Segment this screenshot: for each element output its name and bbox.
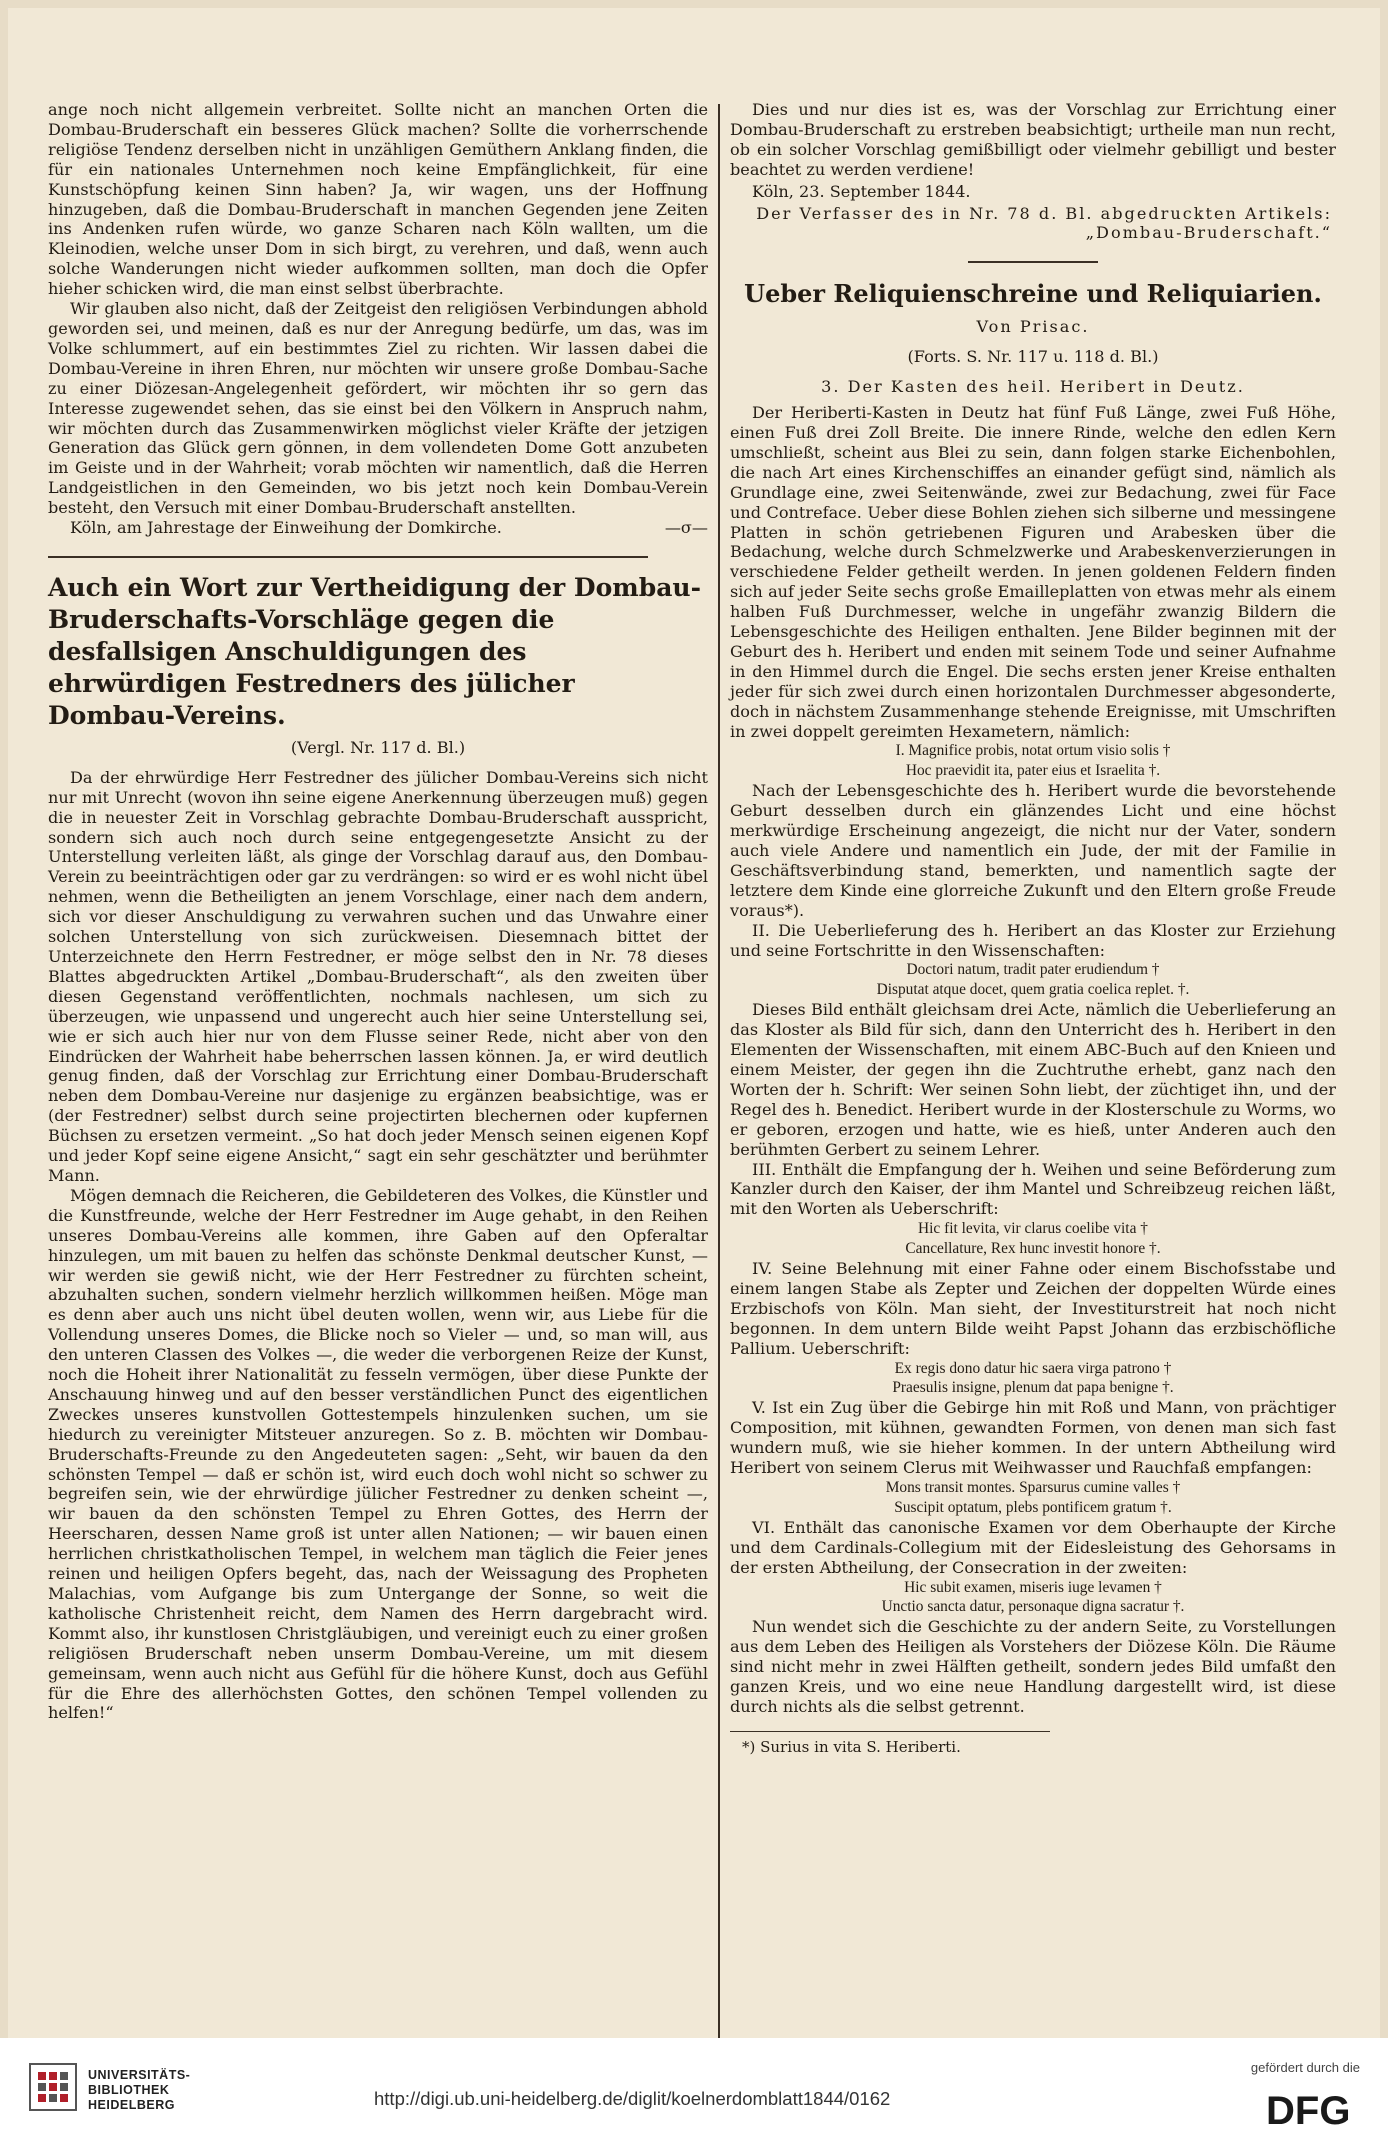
- article-title: Ueber Reliquienschreine und Reliquiarien.: [744, 279, 1322, 309]
- latin-verse: Unctio sancta datur, personaque digna sacratur †.: [881, 1598, 1185, 1616]
- left-paragraph-3: Da der ehrwürdige Herr Festredner des jülicher Dombau-Vereins sich nicht nur mit Unrecht (wovon ihn seine eigene Anerkennung überzeugen muß) gegen die in neuester Zeit in Vorschlag gebrachte Dombau-Bruderschaft ausspricht, sondern sich auch noch durch seine entgegengesetzte Ansicht zu der Unterstellung verleiten läßt, als ginge der Vorschlag darauf aus, den Dombau-Verein zu beeinträchtigen oder gar zu verdrängen: so wird er es wohl nicht übel nehmen, wenn die Betheiligten an jenem Vorschlage, einer nach dem andern, sich vor dieser Anschuldigung zu verwahren suchen und das Unwahre einer solchen Unterstellung von sich zurückweisen. Diesemnach bittet der Unterzeichnete den Herrn Festredner, er möge selbst den in Nr. 78 dieses Blattes abgedruckten Artikel „Dombau-Bruderschaft“, als den zweiten über diesen Gegenstand veröffentlichten, nochmals nachlesen, um sich zu überzeugen, wie unpassend und ungerecht auch hier seine Unterstellung sei, wie er sich auch hier nur von dem Flusse seiner Rede, nicht aber von den Eindrücken der Wahrheit habe beherrschen lassen können. Ja, er wird deutlich genug finden, daß der Vorschlag zur Errichtung einer Dombau-Bruderschaft neben dem Dombau-Vereine nur dasjenige zu ergänzen beabsichtige, was er (der Festredner) selbst durch seine projectirten blechernen oder kupfernen Büchsen zu ersetzen vermeint. „So hat doch jeder Mensch seinen eigenen Kopf und jeder Kopf seine eigene Ansicht,“ sagt ein sehr geschätzter und berühmter Mann.: [48, 767, 708, 1185]
- left-paragraph-4: Mögen demnach die Reicheren, die Gebildeteren des Volkes, die Künstler und die Kunstfreunde, welche der Herr Festredner im Auge gehabt, in den Reihen unseres Dombau-Vereins alle kommen, ihre Gaben auf den Opferaltar hinzulegen, um mit bauen zu helfen das schönste Denkmal deutscher Kunst, — wir werden sie gewiß nicht, wie der Herr Festredner zu fürchten scheint, abzuhalten suchen, sondern vielmehr herzlich willkommen heißen. Möge man es denn aber auch uns nicht übel deuten wollen, wenn wir, aus Liebe für die Vollendung unseres Domes, die Blicke noch so Vieler — und, so man will, aus den unteren Classen des Volkes —, die weder die verborgenen Reize der Kunst, noch die Hoheit ihrer Nationalität zu fesseln vermögen, über diese Punkte der Anschauung hinweg und auf den besser verständlichen Punct des eigentlichen Zweckes unseres kunstvollen Gottestempels hinzulenken suchen, um sie hiedurch zu vereinigter Mitsteuer anzuregen. So z. B. möchten wir Dombau-Bruderschafts-Freunde zu den Angedeuteten sagen: „Seht, wir bauen da den schönsten Tempel — daß er schön ist, wird euch doch wohl nicht so schwer zu begreifen sein, wie der ehrwürdige jülicher Festredner zu denken scheint —, wir bauen da den schönsten Tempel zu Ehren Gottes, des Herrn der Heerscharen, dessen Name groß ist unter allen Nationen; — wir bauen einen herrlichen christkatholischen Tempel, in welchem man täglich die Feier jenes reinen und heiligen Opfers begeht, das, nach der Weissagung des Propheten Malachias, vom Aufgange bis zum Untergange der Sonne, so weit die katholische Christenheit reicht, dem Namen des Herrn dargebracht wird. Kommt also, ihr kunstlosen Christgläubigen, und vereinigt euch zu einer großen religiösen Bruderschaft neben unserm Dombau-Vereine, um mit diesem gemeinsam, wenn auch nicht aus Gefühl für die höhere Kunst, doch aus Gefühl für die Ehre des allerhöchsten Gottes, den schönen Tempel vollenden zu helfen!“: [48, 1185, 708, 1723]
- latin-verse: Praesulis insigne, plenum dat papa benigne †.: [892, 1379, 1174, 1397]
- footnote-rule: [730, 1731, 1050, 1732]
- university-library-logo-icon: [28, 2062, 78, 2112]
- article-divider: [48, 556, 648, 558]
- continuation-note: (Forts. S. Nr. 117 u. 118 d. Bl.): [907, 347, 1159, 367]
- latin-verse: Doctori natum, tradit pater erudiendum †: [906, 961, 1160, 979]
- latin-verse: Cancellature, Rex hunc investit honore †.: [905, 1240, 1161, 1258]
- library-name-line: BIBLIOTHEK: [88, 2083, 170, 2097]
- latin-verse: Ex regis dono datur hic saera virga patrono †: [894, 1359, 1172, 1377]
- right-paragraph-10: Nun wendet sich die Geschichte zu der andern Seite, zu Vorstellungen aus dem Leben des Heiligen als Vorstehers der Diözese Köln. Die Räume sind nicht mehr in zwei Hälften getheilt, sondern jedes Bild umfaßt den ganzen Kreis, und wo eine neue Handlung dargestellt wird, ist diese durch nichts als die selbst getrennt.: [730, 1617, 1336, 1716]
- latin-verse: Hic fit levita, vir clarus coelibe vita †: [918, 1220, 1148, 1238]
- article-divider: [968, 261, 1098, 263]
- left-paragraph-1: ange noch nicht allgemein verbreitet. Sollte nicht an manchen Orten die Dombau-Bruderschaft ein besseres Glück machen? Sollte die vorherrschende religiöse Tendenz derselben nicht in unzähligen Gemüthern Anklang finden, die für ein nationales Unternehmen noch keine Empfänglichkeit, für eine Kunstschöpfung keinen Sinn haben? Ja, wir wagen, uns der Hoffnung hinzugeben, daß die Dombau-Bruderschaft in manchen Gegenden jene Zeiten ins Andenken rufen würde, wo ganze Scharen nach Köln wallten, um die Kleinodien, welche unser Dom in sich birgt, zu verehren, und daß, wenn auch solche Wanderungen nicht wieder aufkommen sollten, man doch die Opfer hieher schicken wird, die man einst selbst überbrachte.: [48, 100, 708, 299]
- library-name[interactable]: [88, 2068, 190, 2113]
- right-paragraph-9: VI. Enthält das canonische Examen vor dem Oberhaupte der Kirche und dem Cardinals-Collegium mit der Eidesleistung des Gehorsams in der ersten Abtheilung, der Consecration in der zweiten:: [730, 1517, 1336, 1577]
- permalink-url[interactable]: http://digi.ub.uni-heidelberg.de/diglit/koelnerdomblatt1844/0162: [374, 2088, 891, 2109]
- viewer-footer: [0, 2038, 1388, 2146]
- latin-verse: Hoc praevidit ita, pater eius et Israelita †.: [905, 762, 1161, 780]
- latin-verse: Hic subit examen, miseris iuge levamen †: [904, 1578, 1162, 1596]
- right-paragraph-6: III. Enthält die Empfangung der h. Weihen und seine Beförderung zum Kanzler durch den Kaiser, der ihm Mantel und Schreibzeug reichen läßt, mit den Worten als Ueberschrift:: [730, 1159, 1336, 1219]
- latin-verse: Disputat atque docet, quem gratia coelica replet. †.: [876, 981, 1190, 999]
- right-paragraph-5: Dieses Bild enthält gleichsam drei Acte, nämlich die Ueberlieferung an das Kloster als Bild für sich, dann den Unterricht des h. Heribert in den Elementen der Wissenschaften, mit einem ABC-Buch auf den Knieen und einem Meister, der gegen ihn die Zuchtruthe erhebt, ganz nach den Worten der h. Schrift: Wer seinen Sohn liebt, der züchtiget ihn, und der Regel des h. Benedict. Heribert wurde in der Klosterschule zu Worms, wo er geboren, erzogen und hatte, wie es hieß, unter Anderen auch den berühmten Gerbert zu seinem Lehrer.: [730, 1000, 1336, 1159]
- closing-signature: —σ—: [664, 518, 708, 538]
- right-paragraph-1: Dies und nur dies ist es, was der Vorschlag zur Errichtung einer Dombau-Bruderschaft zu erstreben beabsichtigt; urtheile man nun recht, ob ein solcher Vorschlag gemißbilligt oder vielmehr gebilligt und bester beachtet zu werden verdiene!: [730, 100, 1336, 179]
- dfg-logo-icon[interactable]: [1266, 2086, 1358, 2130]
- column-divider: [718, 104, 720, 2042]
- article-title: Auch ein Wort zur Vertheidigung der Dombau-Bruderschafts-Vorschläge gegen die desfallsigen Anschuldigungen des ehrwürdigen Festredners des jülicher Dombau-Vereins.: [48, 572, 701, 730]
- closing-line: [48, 518, 708, 538]
- section-heading: 3. Der Kasten des heil. Heribert in Deutz.: [821, 377, 1245, 397]
- dfg-logo-text: DFG: [1266, 2089, 1351, 2130]
- latin-verse: Suscipit optatum, plebs pontificem gratum †.: [894, 1498, 1172, 1516]
- article-author: Von Prisac.: [976, 317, 1090, 337]
- left-paragraph-2: Wir glauben also nicht, daß der Zeitgeist den religiösen Verbindungen abhold geworden sei, und meinen, daß es nur der Anregung bedürfe, um das, was im Volke schlummert, auf ein bestimmtes Ziel zu richten. Wir lassen dabei die Dombau-Vereine in ihren Ehren, nur möchten wir unsere große Dombau-Sache zu einer Diözesan-Angelegenheit gefördert, wir möchten ihr so gern das Interesse zugewendet sehen, das sie einst bei den Völkern in Anspruch nahm, wir möchten durch das Zusammenwirken möglichst vieler Kräfte der jetzigen Generation das Glück gern gönnen, in dem vollendeten Dome Gott anzubeten im Geiste und in der Wahrheit; vorab möchten wir namentlich, daß die Herren Landgeistlichen in den Gemeinden, wo bis jetzt noch kein Dombau-Verein besteht, den Versuch mit einer Dombau-Bruderschaft anstellten.: [48, 299, 708, 518]
- library-name-line: HEIDELBERG: [88, 2098, 175, 2112]
- library-name-line: UNIVERSITÄTS-: [88, 2068, 191, 2082]
- right-paragraph-3: Nach der Lebensgeschichte des h. Heribert wurde die bevorstehende Geburt desselben durch ein glänzendes Licht und eine höchst merkwürdige Erscheinung angezeigt, die nicht nur der Vater, sondern auch viele Andere und namentlich ein Jude, der mit der Familie in Geschäftsverbindung stand, bemerkten, und namentlich sagte der letztere dem Kinde eine glorreiche Zukunft und den Eltern große Freude voraus*).: [730, 781, 1336, 920]
- footnote: *) Surius in vita S. Heriberti.: [742, 1737, 961, 1756]
- right-paragraph-4: II. Die Ueberlieferung des h. Heribert an das Kloster zur Erziehung und seine Fortschritte in den Wissenschaften:: [730, 920, 1336, 960]
- right-paragraph-2: Der Heriberti-Kasten in Deutz hat fünf Fuß Länge, zwei Fuß Höhe, einen Fuß drei Zoll Breite. Die innere Rinde, welche den edlen Kern umschließt, scheint aus Blei zu sein, dann folgen starke Eichenbohlen, die nach Art eines Kirchenschiffes an einander gefügt sind, nämlich als Grundlage eine, zwei Seitenwände, zwei zur Bedachung, zwei für Face und Contreface. Ueber diese Bohlen ziehen sich silberne und messingene Platten in schön getriebenen Figuren und Arabesken über die Bedachung, welche durch Schmelzwerke und Arabeskenverzierungen in verschiedene Felder getheilt werden. In jenen goldenen Feldern finden sich auf jeder Seite sechs große Emailleplatten von etwas mehr als einem halben Fuß Durchmesser, welche in ungefähr zwanzig Bildern die Lebensgeschichte des Heiligen enthalten. Jene Bilder beginnen mit der Geburt des h. Heribert und enden mit seinem Tode und seiner Aufnahme in den Himmel durch die Engel. Die sechs ersten jener Kreise enthalten jeder für sich zwei durch einen horizontalen Durchmesser abgesonderte, doch in nächstem Zusammenhange stehende Ereignisse, mit Umschriften in zwei doppelt gereimten Hexametern, nämlich:: [730, 403, 1336, 741]
- right-column: [730, 100, 1336, 1758]
- dateline: Köln, 23. September 1844.: [752, 181, 971, 201]
- right-paragraph-7: IV. Seine Belehnung mit einer Fahne oder einem Bischofsstabe und einem langen Stabe als Zepter und Zeichen der doppelten Würde eines Erzbischofs von Köln. Man sieht, der Investiturstreit hat noch nicht begonnen. In dem untern Bilde weiht Papst Johann das erzbischöfliche Pallium. Ueberschrift:: [730, 1259, 1336, 1358]
- scanned-page: [8, 8, 1380, 2038]
- left-column: [48, 100, 708, 1723]
- author-signature: Der Verfasser des in Nr. 78 d. Bl. abgedruckten Artikels: „Dombau-Bruderschaft.“: [756, 203, 1332, 243]
- sponsor-label: gefördert durch die: [1250, 2060, 1360, 2075]
- right-paragraph-8: V. Ist ein Zug über die Gebirge hin mit Roß und Mann, von prächtiger Composition, mit kühnen, gewandten Formen, von denen man sich fast wundern muß, wie sie hieher kommen. In der untern Abtheilung wird Heribert von seinem Clerus mit Weihwasser und Rauchfaß empfangen:: [730, 1398, 1336, 1478]
- article-reference: (Vergl. Nr. 117 d. Bl.): [290, 737, 466, 757]
- closing-text: Köln, am Jahrestage der Einweihung der Domkirche.: [70, 518, 502, 538]
- latin-verse: I. Magnifice probis, notat ortum visio solis †: [895, 742, 1171, 760]
- latin-verse: Mons transit montes. Sparsurus cumine valles †: [885, 1479, 1181, 1496]
